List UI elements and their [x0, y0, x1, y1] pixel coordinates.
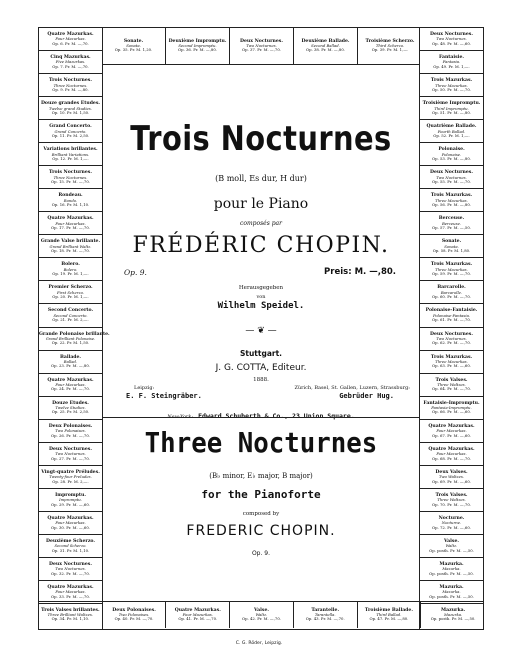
entry-subtitle: Rondo.	[63, 197, 78, 203]
publisher: J. G. COTTA, Editeur.	[215, 363, 307, 373]
catalog-entry	[39, 143, 102, 166]
entry-subtitle: Two Nocturnes.	[436, 36, 467, 42]
catalog-entry	[420, 420, 483, 443]
entry-title: Polonaise.	[438, 147, 465, 153]
entry-title: Deux Nocturnes.	[49, 561, 92, 567]
catalog-entry	[420, 143, 483, 166]
entry-title: Deux Nocturnes.	[430, 32, 473, 38]
catalog-entry	[39, 97, 102, 120]
entry-subtitle: Waltz.	[445, 543, 458, 549]
price: Preis: M. —,80.	[324, 267, 396, 277]
entry-opus: Op. 6. Pr. M. —,70.	[52, 40, 89, 46]
entry-subtitle: Ballad.	[63, 358, 78, 364]
entry-opus: Op. 72. Pr. M. —,60.	[432, 524, 471, 530]
entry-subtitle: First Scherzo.	[56, 289, 84, 295]
entry-opus: Op. 49. Pr. M. 1,—.	[433, 63, 470, 69]
entry-opus: Op. 22. Pr. M. 1,50.	[51, 340, 90, 346]
entry-subtitle: Second Impromptu.	[178, 42, 217, 48]
entry-subtitle: Berceuse.	[441, 220, 462, 226]
catalog-entry	[420, 235, 483, 258]
catalog-entry	[420, 328, 483, 351]
entry-title: Quatre Mazurkas.	[428, 446, 475, 452]
entry-title: Grande Valse brillante.	[40, 239, 101, 245]
entry-opus: Op. 20. Pr. M. 1,—.	[52, 294, 89, 300]
entry-title: Deuxième Ballade.	[301, 38, 350, 44]
entry-title: Deux Nocturnes.	[430, 170, 473, 176]
catalog-entry	[166, 28, 230, 64]
entry-subtitle: Nocturne.	[441, 520, 462, 526]
entry-opus: Op. 66. Pr. M. —,60.	[432, 409, 471, 415]
entry-subtitle: Fourth Ballad.	[437, 128, 466, 134]
entry-subtitle: Four Mazurkas.	[436, 428, 467, 434]
entry-title: Deux Nocturnes.	[240, 38, 283, 44]
entry-opus: Op. 23. Pr. M. —,80.	[51, 363, 90, 369]
entry-subtitle: Three Nocturnes.	[53, 174, 88, 180]
entry-title: Sonate.	[123, 38, 144, 44]
entry-title: Quatre Mazurkas.	[47, 377, 94, 383]
entry-opus: Op. 53. Pr. M. —,80.	[432, 156, 471, 162]
catalog-entry	[39, 489, 102, 512]
left-catalog-column	[39, 28, 110, 629]
catalog-entry	[420, 281, 483, 304]
entry-opus: Op. 26. Pr. M. —,70.	[51, 432, 90, 438]
newyork-label: New-York:	[167, 414, 194, 420]
catalog-entry	[420, 304, 483, 327]
english-instrument: for the Pianoforte	[201, 488, 321, 501]
catalog-entry	[420, 374, 483, 397]
catalog-entry	[39, 281, 102, 304]
entry-subtitle: Two Nocturnes.	[246, 42, 277, 48]
catalog-entry	[420, 489, 483, 512]
entry-opus: Op. 30. Pr. M. —,60.	[51, 524, 90, 530]
entry-title: Quatre Mazurkas.	[428, 423, 475, 429]
catalog-entry	[420, 466, 483, 489]
entry-title: Polonaise-Fantaisie.	[425, 308, 478, 314]
entry-opus: Op. 40. Pr. M. —,70.	[114, 616, 154, 622]
entry-subtitle: Grand Brilliant Polonaise.	[45, 335, 96, 341]
entry-subtitle: Two Waltzes.	[438, 474, 465, 480]
entry-title: Trois Mazurkas.	[430, 354, 473, 360]
catalog-entry	[39, 466, 102, 489]
entry-subtitle: Bolero.	[63, 266, 78, 272]
entry-subtitle: Mazurka.	[442, 589, 461, 595]
entry-subtitle: Three Mazurkas.	[435, 197, 468, 203]
entry-title: Quatrième Ballade.	[426, 124, 477, 130]
entry-opus: Op. 28. Pr. M. 2,—.	[52, 478, 89, 484]
entry-opus: Op. 10. Pr. M. 1,50.	[51, 109, 90, 115]
entry-opus: Op. 70. Pr. M. —,70.	[432, 501, 471, 507]
entry-opus: Op. 33. Pr. M. —,70.	[51, 593, 90, 599]
entry-opus: Op. 69. Pr. M. —,60.	[432, 478, 471, 484]
entry-subtitle: Three Brilliant Waltzes.	[47, 611, 94, 617]
catalog-entry	[230, 28, 294, 64]
entry-opus: Op. 59. Pr. M. —,70.	[432, 271, 471, 277]
entry-opus: Op. 60. Pr. M. —,70.	[432, 294, 471, 300]
entry-opus: Op. 37. Pr. M. —,70.	[242, 47, 281, 53]
entry-subtitle: Two Polonaises.	[118, 611, 150, 617]
instrument-line: pour le Piano	[213, 196, 309, 212]
entry-opus: Op. 12. Pr. M. 1,—.	[52, 156, 89, 162]
entry-title: Troisième Impromptu.	[422, 101, 481, 107]
catalog-entry	[39, 374, 102, 397]
entry-subtitle: Four Mazurkas.	[55, 36, 86, 42]
entry-opus: Op. 61. Pr. M. —,70.	[432, 317, 471, 323]
entry-subtitle: Third Impromptu.	[434, 105, 469, 111]
section-divider	[102, 417, 420, 418]
entry-title: Second Concerto.	[47, 308, 94, 314]
entry-opus: Op. 32. Pr. M. —,70.	[51, 570, 90, 576]
catalog-entry	[294, 602, 358, 628]
entry-opus: Op. 19. Pr. M. 1,—.	[52, 271, 89, 277]
top-catalog-row	[102, 28, 420, 64]
entry-title: Vingt-quatre Préludes.	[41, 469, 100, 475]
catalog-entry	[420, 212, 483, 235]
entry-title: Barcarolle.	[437, 285, 466, 291]
english-keys: (B♭ minor, E♭ major, B major)	[209, 472, 313, 480]
entry-title: Douze Etudes.	[52, 400, 89, 406]
catalog-entry	[39, 558, 102, 581]
entry-opus: Op. 43. Pr. M. —,70.	[305, 616, 345, 622]
catalog-entry	[39, 212, 102, 235]
catalog-entry	[39, 602, 103, 628]
entry-subtitle: Fantasia-Impromptu.	[431, 405, 472, 411]
entry-title: Deux Nocturnes.	[49, 446, 92, 452]
entry-title: Trois Valses brillantes.	[41, 607, 100, 613]
entry-title: Valse.	[444, 538, 459, 544]
english-composed-by: composed by	[242, 511, 280, 517]
entry-opus: Op. 56. Pr. M. —,80.	[432, 202, 471, 208]
entry-title: Mazurka.	[439, 584, 464, 590]
entry-title: Quatre Mazurkas.	[174, 607, 221, 613]
catalog-entry	[102, 28, 166, 64]
catalog-entry	[39, 258, 102, 281]
entry-subtitle: Third Scherzo.	[375, 42, 405, 48]
entry-opus: Op. 39. Pr. M. 1,—.	[371, 47, 409, 53]
entry-opus: Op. 51. Pr. M. —,80.	[432, 109, 471, 115]
english-opus: Op. 9.	[251, 550, 271, 557]
entry-title: Quatre Mazurkas.	[47, 216, 94, 222]
entry-opus: Op. 58. Pr. M. 1,80.	[432, 248, 471, 254]
title-page-frame	[38, 27, 484, 630]
entry-title: Fantaisie.	[438, 55, 465, 61]
entry-opus: Op. 62. Pr. M. —,70.	[432, 340, 471, 346]
entry-title: Trois Nocturnes.	[49, 78, 92, 84]
entry-subtitle: Impromptu.	[59, 497, 82, 503]
entry-title: Trois Mazurkas.	[430, 78, 473, 84]
catalog-entry	[420, 558, 483, 581]
entry-opus: Op. 52. Pr. M. 1,—.	[433, 132, 470, 138]
entry-subtitle: Twenty-four Preludes.	[49, 474, 92, 480]
city: Stuttgart.	[239, 349, 283, 358]
entry-title: Sonate.	[441, 239, 462, 245]
catalog-entry	[39, 397, 102, 420]
entry-opus: Op. 27. Pr. M. —,70.	[51, 455, 90, 461]
entry-opus: Op. 55. Pr. M. —,70.	[432, 179, 471, 185]
entry-title: Cinq Mazurkas.	[50, 55, 91, 61]
catalog-entry	[420, 97, 483, 120]
entry-subtitle: Third Ballad.	[376, 611, 402, 617]
entry-subtitle: Sonata.	[444, 243, 459, 249]
entry-subtitle: Barcarolle.	[440, 289, 463, 295]
catalog-entry	[39, 351, 102, 374]
entry-subtitle: Mazurka.	[444, 611, 463, 617]
bottom-catalog-row	[39, 601, 483, 629]
printer-credit: C. G. Röder, Leipzig.	[235, 641, 283, 646]
entry-title: Troisième Ballade.	[364, 607, 413, 613]
entry-subtitle: Sonata.	[126, 42, 141, 48]
entry-subtitle: Tarantella.	[314, 611, 336, 617]
entry-title: Fantaisie-Impromptu.	[423, 400, 480, 406]
year: 1888.	[253, 377, 269, 383]
leipzig-dealer: E. F. Steingräber.	[126, 392, 202, 400]
catalog-entry	[39, 443, 102, 466]
entry-title: Rondeau.	[58, 193, 83, 199]
entry-opus: Op. posth. Pr. M. —,50.	[429, 593, 474, 599]
catalog-entry	[420, 443, 483, 466]
catalog-entry	[420, 51, 483, 74]
entry-opus: Op. 67. Pr. M. —,60.	[432, 432, 471, 438]
entry-subtitle: Polonaise-Fantasia.	[432, 312, 471, 318]
entry-title: Trois Valses.	[435, 377, 468, 383]
entry-opus: Op. 34. Pr. M. 1,10.	[51, 616, 90, 622]
entry-subtitle: Two Nocturnes.	[436, 335, 467, 341]
entry-title: Deuxième Scherzo.	[45, 538, 96, 544]
entry-subtitle: Two Polonaises.	[55, 428, 86, 434]
entry-opus: Op. 11. Pr. M. 2,50.	[51, 132, 90, 138]
entry-title: Variations brillantes.	[43, 147, 98, 153]
composed-by-fr: composés par	[239, 220, 283, 227]
opus-number: Op. 9.	[124, 268, 147, 277]
entry-title: Trois Valses.	[435, 492, 468, 498]
entry-opus: Op. 64. Pr. M. —,70.	[432, 386, 471, 392]
entry-opus: Op. 7. Pr. M. —,70.	[52, 63, 89, 69]
entry-opus: Op. 9. Pr. M. —,80.	[52, 86, 89, 92]
entry-opus: Op. 25. Pr. M. 2,50.	[51, 409, 90, 415]
entry-title: Trois Nocturnes.	[49, 170, 92, 176]
catalog-entry	[358, 28, 422, 64]
entry-subtitle: Three Mazurkas.	[435, 358, 468, 364]
entry-subtitle: Fantasia.	[442, 59, 461, 65]
entry-subtitle: Two Nocturnes.	[55, 451, 86, 457]
zurich-line: Zürich, Basel, St. Gallen, Luzern, Strassburg:	[294, 385, 410, 391]
entry-subtitle: Three Mazurkas.	[435, 82, 468, 88]
entry-title: Tarantelle.	[311, 607, 340, 613]
entry-title: Quatre Mazurkas.	[47, 515, 94, 521]
newyork-line	[102, 403, 420, 422]
entry-subtitle: Second Concerto.	[53, 312, 88, 318]
entry-opus: Op. 57. Pr. M. —,50.	[432, 225, 471, 231]
catalog-entry	[39, 235, 102, 258]
catalog-entry	[358, 602, 422, 628]
catalog-entry	[420, 120, 483, 143]
entry-opus: Op. 63. Pr. M. —,60.	[432, 363, 471, 369]
catalog-entry	[39, 512, 102, 535]
newyork-dealer: Edward Schuberth & Co., 23 Union Square.	[198, 412, 355, 420]
catalog-entry	[420, 512, 483, 535]
english-title: Three Nocturnes	[144, 426, 378, 459]
catalog-entry	[39, 74, 102, 97]
entry-title: Troisième Scherzo.	[365, 38, 415, 44]
entry-subtitle: Waltz.	[255, 611, 268, 617]
entry-opus: Op. 16. Pr. M. 1,10.	[51, 202, 90, 208]
entry-opus: Op. 48. Pr. M. —,60.	[432, 40, 471, 46]
catalog-entry	[39, 120, 102, 143]
entry-opus: Op. posth. Pr. M. —,50.	[429, 570, 474, 576]
entry-opus: Op. 24. Pr. M. —,70.	[51, 386, 90, 392]
catalog-entry	[420, 535, 483, 558]
catalog-entry	[420, 397, 483, 420]
entry-title: Quatre Mazurkas.	[47, 584, 94, 590]
catalog-entry	[230, 602, 294, 628]
entry-opus: Op. 47. Pr. M. —,80.	[369, 616, 409, 622]
entry-title: Valse.	[254, 607, 269, 613]
catalog-entry	[420, 28, 483, 51]
entry-subtitle: Second Scherzo.	[54, 543, 87, 549]
entry-subtitle: Three Nocturnes.	[53, 82, 88, 88]
entry-opus: Op. 21. Pr. M. 2,—.	[52, 317, 89, 323]
entry-title: Deuxième Impromptu.	[168, 38, 227, 44]
entry-subtitle: Mazurka.	[442, 566, 461, 572]
entry-title: Grande Polonaise brillante.	[39, 331, 110, 337]
entry-opus: Op. 18. Pr. M. —,70.	[51, 248, 90, 254]
english-composer: FREDERIC CHOPIN.	[186, 523, 336, 539]
editor-name: Wilhelm Speidel.	[217, 301, 305, 311]
catalog-entry	[294, 28, 358, 64]
entry-title: Ballade.	[59, 354, 82, 360]
entry-title: Deux Valses.	[435, 469, 468, 475]
entry-subtitle: Three Waltzes.	[437, 382, 466, 388]
entry-subtitle: Polonaise.	[441, 151, 462, 157]
entry-opus: Op. 35. Pr. M. 1,20.	[114, 47, 153, 53]
ornament: — ❦ —	[245, 326, 277, 336]
entry-subtitle: Twelve grand Studies.	[49, 105, 92, 111]
catalog-entry	[39, 28, 102, 51]
entry-opus: Op. 38. Pr. M. —,80.	[306, 47, 345, 53]
entry-subtitle: Two Nocturnes.	[436, 174, 467, 180]
catalog-entry	[420, 258, 483, 281]
catalog-entry	[420, 351, 483, 374]
catalog-entry	[39, 166, 102, 189]
entry-opus: Op. 29. Pr. M. —,60.	[51, 501, 90, 507]
entry-opus: Op. 41. Pr. M. —,70.	[178, 616, 218, 622]
main-title: Trois Nocturnes	[130, 119, 392, 159]
entry-subtitle: Four Mazurkas.	[182, 611, 213, 617]
catalog-entry	[103, 602, 167, 628]
catalog-entry	[421, 602, 485, 628]
entry-title: Trois Mazurkas.	[430, 193, 473, 199]
right-catalog-column	[419, 28, 483, 629]
entry-title: Grand Concerto.	[49, 124, 92, 130]
catalog-entry	[420, 189, 483, 212]
entry-subtitle: Second Ballad.	[311, 42, 340, 48]
entry-title: Deux Polonaises.	[48, 423, 93, 429]
edited-label: Herausgegeben	[238, 285, 284, 291]
entry-title: Premier Scherzo.	[48, 285, 93, 291]
catalog-entry	[420, 166, 483, 189]
catalog-entry	[39, 189, 102, 212]
entry-opus: Op. 68. Pr. M. —,70.	[432, 455, 471, 461]
zurich-dealer: Gebrüder Hug.	[339, 392, 394, 400]
entry-opus: Op. 15. Pr. M. —,70.	[51, 179, 90, 185]
entry-opus: Op. posth. Pr. M. —,50.	[429, 547, 474, 553]
leipzig-label: Leipzig:	[134, 385, 155, 391]
catalog-entry	[39, 328, 110, 351]
entry-opus: Op. 36. Pr. M. —,80.	[178, 47, 217, 53]
entry-subtitle: Two Nocturnes.	[55, 566, 86, 572]
catalog-entry	[39, 304, 102, 327]
entry-title: Douze grandes Etudes.	[40, 101, 101, 107]
von-label: von	[256, 294, 266, 300]
entry-subtitle: Four Mazurkas.	[55, 589, 86, 595]
entry-title: Mazurka.	[439, 561, 464, 567]
entry-title: Nocturne.	[438, 515, 465, 521]
entry-subtitle: Grand Brilliant Waltz.	[49, 243, 92, 249]
entry-subtitle: Four Mazurkas.	[55, 520, 86, 526]
key-signatures: (B moll, Es dur, H dur)	[215, 174, 307, 183]
entry-title: Deux Nocturnes.	[430, 331, 473, 337]
title-panel	[102, 64, 420, 602]
entry-opus: Op. 50. Pr. M. —,70.	[432, 86, 471, 92]
catalog-entry	[39, 420, 102, 443]
entry-opus: Op. posth. Pr. M. —,50.	[430, 616, 476, 622]
entry-subtitle: Brilliant Variations.	[51, 151, 90, 157]
entry-title: Trois Mazurkas.	[430, 262, 473, 268]
entry-subtitle: Grand Concerto.	[54, 128, 87, 134]
catalog-entry	[39, 535, 102, 558]
entry-subtitle: Four Mazurkas.	[436, 451, 467, 457]
entry-subtitle: Five Mazurkas.	[55, 59, 86, 65]
entry-subtitle: Three Waltzes.	[437, 497, 466, 503]
entry-title: Quatre Mazurkas.	[47, 32, 94, 38]
catalog-entry	[39, 51, 102, 74]
entry-title: Bolero.	[61, 262, 80, 268]
entry-title: Deux Polonaises.	[112, 607, 156, 613]
catalog-entry	[166, 602, 230, 628]
entry-title: Impromptu.	[55, 492, 86, 498]
entry-opus: Op. 17. Pr. M. —,70.	[51, 225, 90, 231]
entry-subtitle: Four Mazurkas.	[55, 220, 86, 226]
entry-opus: Op. 42. Pr. M. —,70.	[242, 616, 281, 622]
entry-title: Mazurka.	[441, 607, 466, 613]
catalog-entry	[420, 74, 483, 97]
entry-opus: Op. 31. Pr. M. 1,10.	[51, 547, 90, 553]
entry-subtitle: Four Mazurkas.	[55, 382, 86, 388]
entry-subtitle: Three Mazurkas.	[435, 266, 468, 272]
entry-subtitle: Twelve Studies.	[55, 405, 86, 411]
entry-title: Berceuse.	[438, 216, 465, 222]
composer-name: FRÉDÉRIC CHOPIN.	[132, 233, 390, 258]
